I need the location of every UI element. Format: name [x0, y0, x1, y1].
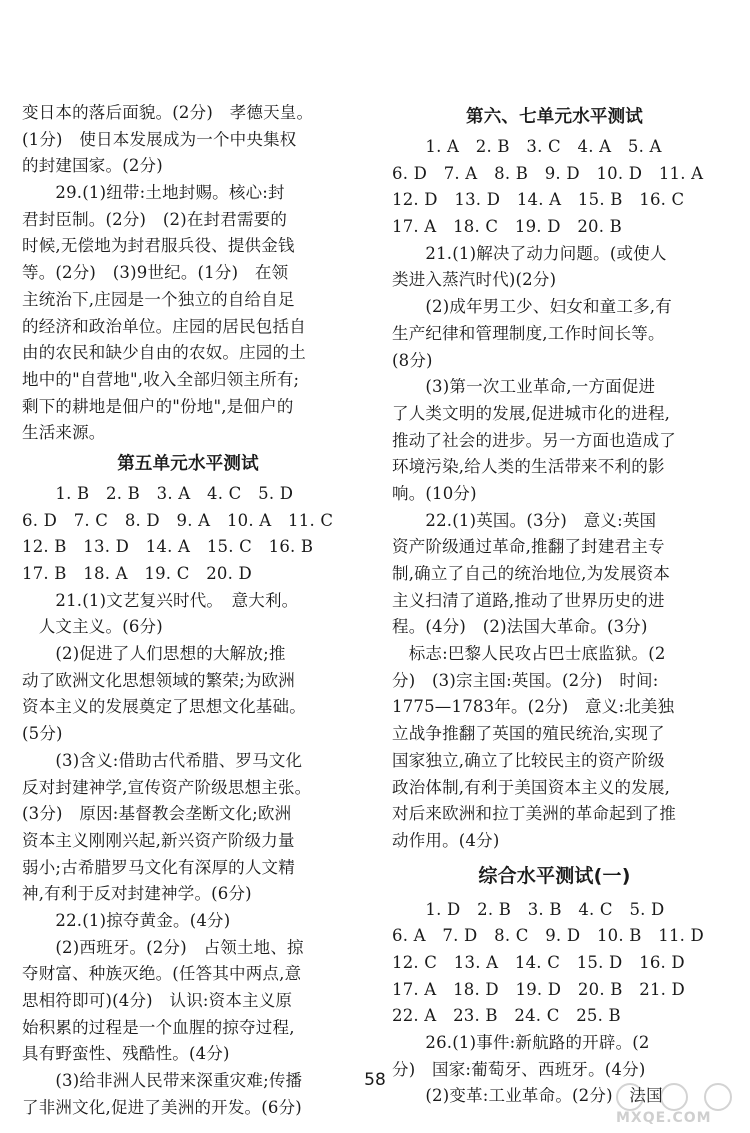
text-line: 1775—1783年。(2分) 意义:北美独: [392, 697, 675, 717]
text-line: (1分) 使日本发展成为一个中央集权: [22, 129, 297, 149]
text-line: 弱小;古希腊罗马文化有深厚的人文精: [22, 857, 295, 877]
text-line: 政治体制,有利于美国资本主义的发展,: [392, 777, 671, 797]
text-line: 的封建国家。(2分): [22, 156, 163, 176]
text-line: 变日本的落后面貌。(2分) 孝德天皇。: [22, 103, 314, 122]
text-line: 始积累的过程是一个血腥的掠夺过程,: [22, 1017, 295, 1037]
text-line: 主义扫清了道路,推动了世界历史的进: [392, 590, 665, 610]
text-line: 生活来源。: [22, 423, 106, 443]
text-line: (3)含义:借助古代希腊、罗马文化: [22, 750, 303, 770]
text-line: 神,有利于反对封建神学。(6分): [22, 884, 252, 904]
text-line: 12. D 13. D 14. A 15. B 16. C: [392, 190, 685, 210]
text-line: 等。(2分) (3)9世纪。(1分) 在领: [22, 263, 289, 283]
text-line: 6. D 7. A 8. B 9. D 10. D 11. A: [392, 163, 704, 183]
text-line: 剩下的耕地是佃户的"份地",是佃户的: [22, 396, 294, 416]
watermark-url: MXQE.COM: [616, 1110, 712, 1126]
text-line: 地中的"自营地",收入全部归领主所有;: [22, 369, 300, 389]
text-line: 资本主义的发展奠定了思想文化基础。: [22, 697, 306, 717]
text-line: 分) (3)宗主国:英国。(2分) 时间:: [392, 670, 659, 690]
text-line: 时候,无偿地为封君服兵役、提供金钱: [22, 236, 295, 256]
text-line: (3分) 原因:基督教会垄断文化;欧洲: [22, 804, 292, 824]
text-line: 1. A 2. B 3. C 4. A 5. A: [392, 137, 662, 156]
text-line: (2)促进了人们思想的大解放;推: [22, 644, 286, 664]
section-heading: 第五单元水平测试: [117, 453, 259, 474]
text-line: 响。(10分): [392, 483, 477, 503]
text-line: 的经济和政治单位。庄园的居民包括自: [22, 316, 306, 336]
text-line: 22. A 23. B 24. C 25. B: [392, 1006, 621, 1026]
text-line: 资产阶级通过革命,推翻了封建君主专: [392, 537, 665, 557]
page-number: 58: [364, 1070, 386, 1090]
text-line: (8分): [392, 350, 433, 370]
text-line: 21.(1)文艺复兴时代。 意大利。: [22, 590, 299, 610]
text-line: 立战争推翻了英国的殖民统治,实现了: [392, 724, 665, 744]
text-line: 17. A 18. C 19. D 20. B: [392, 217, 622, 237]
section-heading: 综合水平测试(一): [478, 864, 631, 887]
watermark-logo: [614, 1082, 744, 1128]
text-line: 资本主义刚刚兴起,新兴资产阶级力量: [22, 830, 295, 850]
text-line: 君封臣制。(2分) (2)在封君需要的: [22, 209, 288, 229]
text-line: 12. B 13. D 14. A 15. C 16. B: [22, 537, 314, 557]
text-line: 了人类文明的发展,促进城市化的进程,: [392, 403, 671, 423]
text-line: (2)成年男工少、妇女和童工多,有: [392, 297, 672, 317]
text-line: 环境污染,给人类的生活带来不利的影: [392, 457, 665, 477]
text-line: 类进入蒸汽时代)(2分): [392, 270, 557, 290]
text-line: 6. D 7. C 8. D 9. A 10. A 11. C: [22, 510, 334, 530]
text-line: (3)第一次工业革命,一方面促进: [392, 377, 656, 397]
text-line: 由的农民和缺少自由的农奴。庄园的土: [22, 343, 306, 363]
text-line: (5分): [22, 724, 63, 744]
text-line: 制,确立了自己的统治地位,为发展资本: [392, 564, 671, 583]
text-line: (3)给非洲人民带来深重灾难;传播: [22, 1071, 303, 1091]
text-line: 生产纪律和管理制度,工作时间长等。: [392, 323, 665, 343]
text-line: 1. B 2. B 3. A 4. C 5. D: [22, 483, 294, 503]
text-line: 17. A 18. D 19. D 20. B 21. D: [392, 979, 685, 999]
text-line: 了非洲文化,促进了美洲的开发。(6分): [22, 1097, 302, 1117]
text-line: 人文主义。(6分): [22, 617, 163, 637]
right-column: [392, 100, 717, 1110]
text-line: 动作用。(4分): [392, 830, 500, 850]
text-line: 标志:巴黎人民攻占巴士底监狱。(2: [392, 644, 666, 664]
left-column: [22, 100, 354, 1121]
text-line: 主统治下,庄园是一个独立的自给自足: [22, 289, 295, 309]
text-line: 夺财富、种族灭绝。(任答其中两点,意: [22, 964, 302, 984]
text-line: 1. D 2. B 3. B 4. C 5. D: [392, 899, 665, 919]
text-line: 对后来欧洲和拉丁美洲的革命起到了推: [392, 804, 676, 824]
text-line: 国家独立,确立了比较民主的资产阶级: [392, 750, 665, 770]
text-line: 反对封建神学,宣传资产阶级思想主张。: [22, 777, 312, 797]
section-heading: 第六、七单元水平测试: [466, 107, 643, 127]
text-line: (2)变革:工业革命。(2分) 法国: [392, 1086, 663, 1106]
text-line: 12. C 13. A 14. C 15. D 16. D: [392, 952, 685, 972]
text-line: 22.(1)英国。(3分) 意义:英国: [392, 510, 657, 530]
text-line: 21.(1)解决了动力问题。(或使人: [392, 243, 667, 263]
text-line: 推动了社会的进步。另一方面也造成了: [392, 430, 676, 450]
text-line: 具有野蛮性、残酷性。(4分): [22, 1044, 230, 1064]
text-line: 动了欧洲文化思想领域的繁荣;为欧洲: [22, 670, 295, 690]
text-line: 17. B 18. A 19. C 20. D: [22, 564, 252, 583]
text-line: 22.(1)掠夺黄金。(4分): [22, 910, 231, 930]
text-line: 程。(4分) (2)法国大革命。(3分): [392, 617, 648, 637]
text-line: 6. A 7. D 8. C 9. D 10. B 11. D: [392, 926, 704, 946]
watermark-logo-icon: [614, 1082, 744, 1112]
text-line: 分) 国家:葡萄牙、西班牙。(4分): [392, 1059, 646, 1079]
text-line: 思相符即可)(4分) 认识:资本主义原: [22, 991, 293, 1010]
text-line: 26.(1)事件:新航路的开辟。(2: [392, 1033, 650, 1052]
text-line: (2)西班牙。(2分) 占领土地、掠: [22, 937, 304, 957]
text-line: 29.(1)纽带:土地封赐。核心:封: [22, 183, 285, 203]
